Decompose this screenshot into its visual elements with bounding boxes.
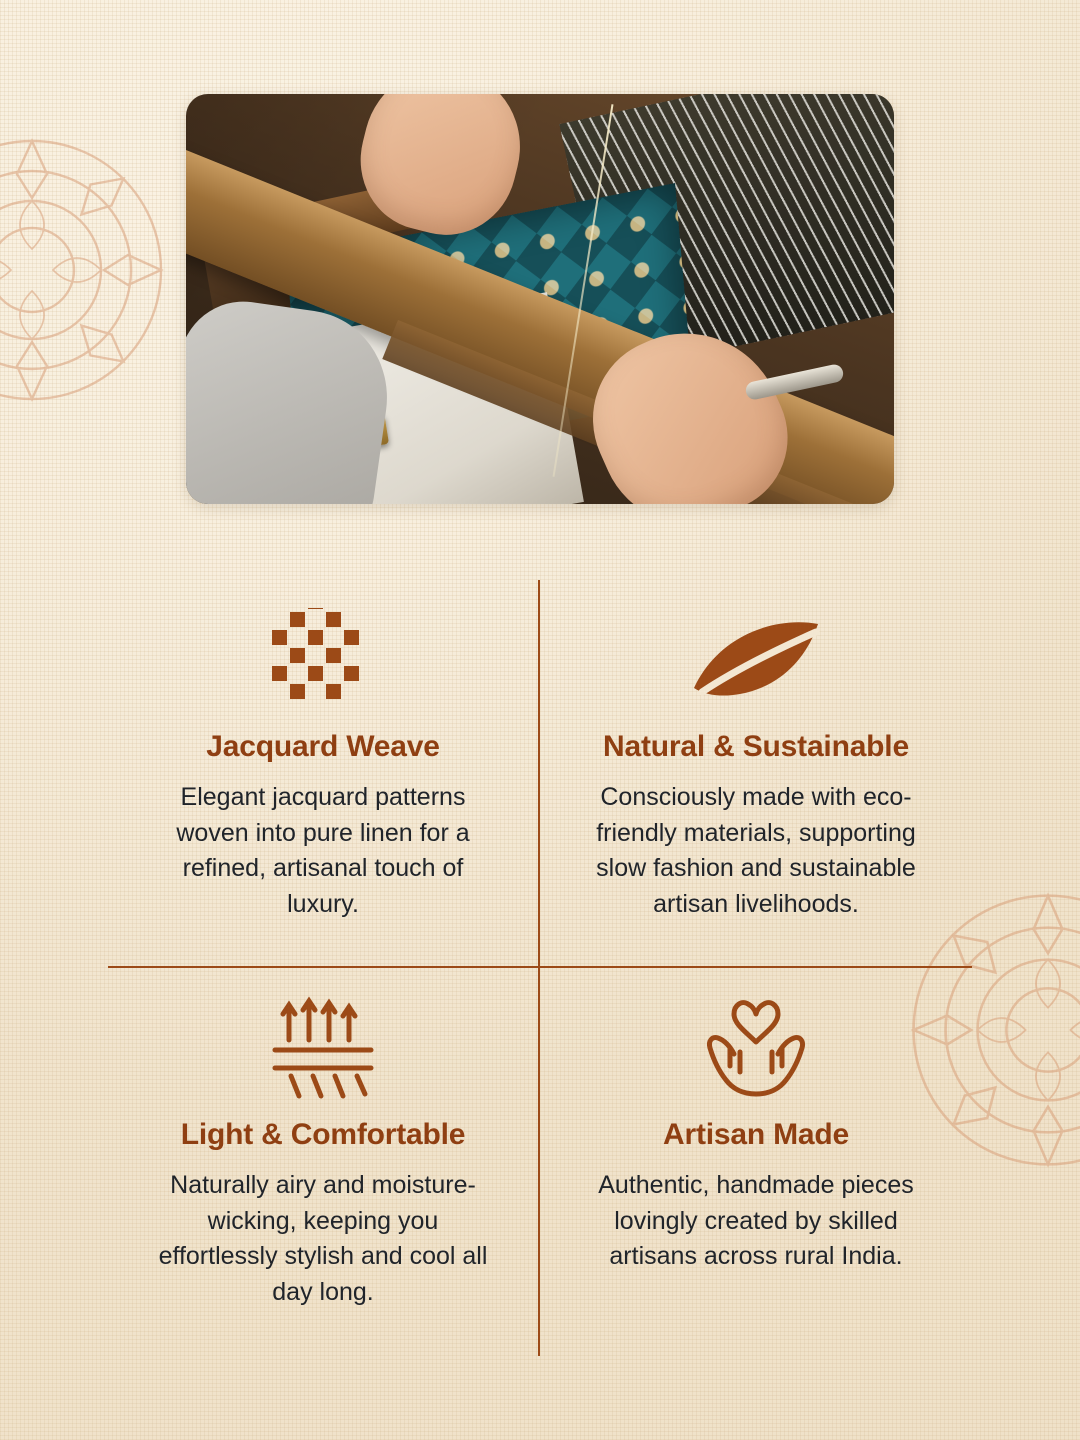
leaf-icon xyxy=(688,604,824,716)
feature-card-light-comfortable xyxy=(108,968,540,1356)
feature-description: Elegant jacquard patterns woven into pure linen for a refined, artisanal touch of luxury. xyxy=(176,783,470,918)
feature-card-jacquard-weave xyxy=(108,580,540,968)
feature-title: Natural & Sustainable xyxy=(603,730,909,763)
mandala-ornament-left xyxy=(0,120,182,420)
feature-description: Consciously made with eco-friendly materials, supporting slow fashion and sustainable artisan livelihoods. xyxy=(596,783,916,918)
hero-image xyxy=(186,94,894,504)
feature-card-natural-sustainable xyxy=(540,580,972,968)
feature-card-artisan-made xyxy=(540,968,972,1356)
feature-title: Light & Comfortable xyxy=(180,1118,466,1151)
feature-description: Naturally airy and moisture-wicking, keeping you effortlessly stylish and cool all day long. xyxy=(158,1171,488,1306)
feature-title: Jacquard Weave xyxy=(206,730,440,763)
heart-in-hands-icon xyxy=(700,992,812,1104)
feature-grid xyxy=(108,580,972,1356)
feature-description: Authentic, handmade pieces lovingly created by skilled artisans across rural India. xyxy=(598,1171,914,1270)
jacquard-weave-icon xyxy=(268,604,378,716)
feature-title: Artisan Made xyxy=(663,1118,849,1151)
breathable-fabric-icon xyxy=(267,992,379,1104)
